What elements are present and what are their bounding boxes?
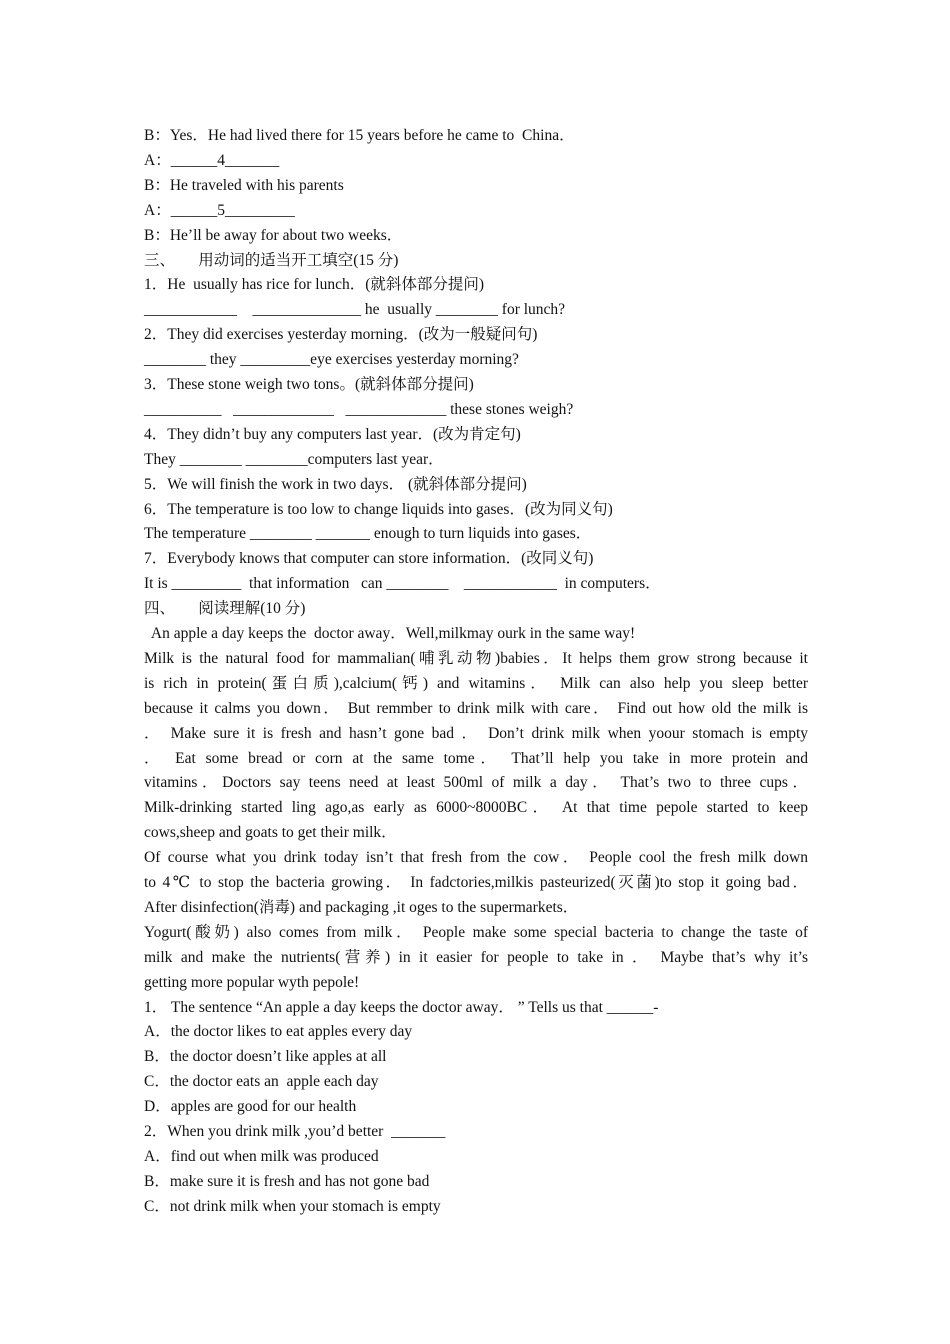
text-line: Of course what you drink today isn’t that fresh from the cow． People cool the fresh milk down <box>144 849 808 867</box>
text-line: Milk is the natural food for mammalian(哺乳动物)babies．It helps them grow strong because it <box>144 649 808 667</box>
text-line: 四、 阅读理解(10 分) <box>144 600 306 618</box>
text-line: ____________ ______________ he usually ________ for lunch? <box>144 301 566 319</box>
text-line: __________ _____________ _____________ these stones weigh? <box>144 400 574 418</box>
text-line: C．the doctor eats an apple each day <box>144 1073 379 1091</box>
text-line: Yogurt(酸奶) also comes from milk． People make some special bacteria to change the taste of <box>144 923 808 941</box>
text-line: It is _________ that information can ________ ____________ in computers． <box>144 575 661 593</box>
text-line: A：______5_________ <box>144 201 295 219</box>
text-line: to 4℃ to stop the bacteria growing． In fadctories,milkis pasteurized(灭菌)to stop it going bad． <box>144 874 808 891</box>
text-line: 1．He usually has rice for lunch．(就斜体部分提问) <box>144 276 485 294</box>
text-line: B：He’ll be away for about two weeks． <box>144 226 403 244</box>
text-line: 7．Everybody knows that computer can store information．(改同义句) <box>144 550 594 568</box>
text-line: is rich in protein(蛋白质),calcium(钙) and witamins． Milk can also help you sleep better <box>144 674 808 692</box>
text-line: because it calms you down． But remmber to drink milk with care． Find out how old the milk is <box>144 699 808 717</box>
text-line: ． Make sure it is fresh and hasn’t gone bad ． Don’t drink milk when yoour stomach is empty <box>144 724 808 742</box>
text-line: 三、 用动词的适当开工填空(15 分) <box>144 251 399 269</box>
text-line: They ________ ________computers last year． <box>144 450 444 468</box>
text-line: 2．When you drink milk ,you’d better _______ <box>144 1123 446 1140</box>
text-line: 4．They didn’t buy any computers last year．(改为肯定句) <box>144 425 521 443</box>
text-line: B．the doctor doesn’t like apples at all <box>144 1048 387 1066</box>
text-line: ． Eat some bread or corn at the same tome． That’ll help you take in more protein and <box>144 749 808 767</box>
text-line: vitamins．Doctors say teens need at least 500ml of milk a day． That’s two to three cups． <box>144 774 808 792</box>
text-line: 2．They did exercises yesterday morning．(改为一般疑问句) <box>144 326 538 344</box>
text-line: milk and make the nutrients(营养) in it easier for people to take in ． Maybe that’s why it’s <box>144 948 808 966</box>
text-line: 6．The temperature is too low to change liquids into gases．(改为同义句) <box>144 500 613 518</box>
text-line: D．apples are good for our health <box>144 1098 357 1116</box>
text-line: A：______4_______ <box>144 151 280 169</box>
text-line: 1． The sentence “An apple a day keeps the doctor away． ” Tells us that ______- <box>144 998 659 1016</box>
text-line: 5．We will finish the work in two days． (就斜体部分提问) <box>144 475 527 493</box>
text-line: B：Yes．He had lived there for 15 years before he came to China． <box>144 127 575 144</box>
text-line: B．make sure it is fresh and has not gone bad <box>144 1172 430 1190</box>
text-line: A．find out when milk was produced <box>144 1147 379 1165</box>
text-line: B：He traveled with his parents <box>144 176 344 194</box>
text-line: 3．These stone weigh two tons。(就斜体部分提问) <box>144 376 474 393</box>
text-line: A．the doctor likes to eat apples every day <box>144 1023 413 1041</box>
text-line: cows,sheep and goats to get their milk． <box>144 824 397 842</box>
text-line: An apple a day keeps the doctor away．Well,milkmay ourk in the same way! <box>144 625 636 642</box>
text-line: C．not drink milk when your stomach is empty <box>144 1197 441 1215</box>
text-line: Milk-drinking started ling ago,as early as 6000~8000BC． At that time pepole started to keep <box>144 799 808 817</box>
text-line: ________ they _________eye exercises yesterday morning? <box>144 351 519 369</box>
text-line: getting more popular wyth pepole! <box>144 973 360 991</box>
text-line: After disinfection(消毒) and packaging ,it oges to the supermarkets． <box>144 898 579 916</box>
text-line: The temperature ________ _______ enough to turn liquids into gases． <box>144 525 592 543</box>
